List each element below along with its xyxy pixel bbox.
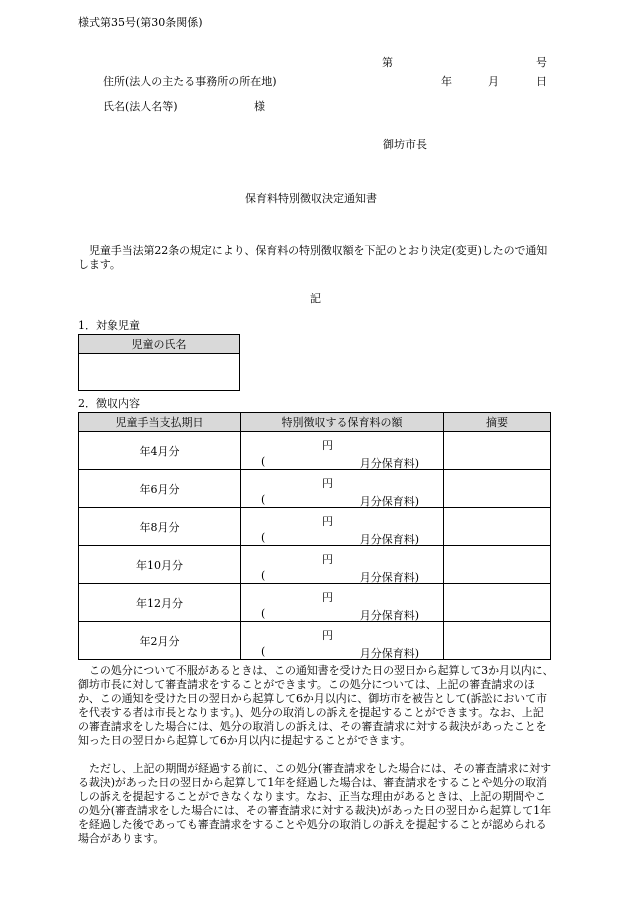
month-note: 月分保育料) (359, 571, 419, 584)
remarks-cell (444, 546, 551, 584)
doc-number-suffix: 号 (536, 56, 547, 69)
paren-open: ( (261, 645, 266, 658)
yen-unit: 円 (322, 515, 333, 528)
period-cell: 年4月分 (79, 432, 241, 470)
period-cell: 年2月分 (79, 622, 241, 660)
table-row (79, 508, 551, 546)
issuer: 御坊市長 (383, 138, 427, 151)
period-cell: 年12月分 (79, 584, 241, 622)
intro-paragraph: 児童手当法第22条の規定により、保育料の特別徴収額を下記のとおり決定(変更)したので通知します。 (78, 244, 548, 271)
form-number: 様式第35号(第30条関係) (78, 16, 203, 29)
child-name-header: 児童の氏名 (79, 335, 240, 354)
paren-open: ( (261, 569, 266, 582)
date-month: 月 (488, 75, 499, 88)
name-label: 氏名(法人名等) (103, 100, 178, 113)
table-row (79, 432, 551, 470)
yen-unit: 円 (322, 439, 333, 452)
amount-cell (241, 508, 444, 546)
month-note: 月分保育料) (359, 647, 419, 660)
address-label: 住所(法人の主たる事務所の所在地) (103, 75, 277, 88)
ki-marker: 記 (310, 292, 321, 305)
remarks-header: 摘要 (444, 413, 551, 432)
remarks-cell (444, 432, 551, 470)
table-row (79, 584, 551, 622)
honorific: 様 (254, 100, 265, 113)
yen-unit: 円 (322, 553, 333, 566)
payment-date-header: 児童手当支払期日 (79, 413, 241, 432)
amount-cell (241, 432, 444, 470)
date-year: 年 (441, 75, 452, 88)
remarks-cell (444, 622, 551, 660)
notice-paragraph-2: ただし、上記の期間が経過する前に、この処分(審査請求をした場合には、その審査請求に対する裁決)があった日の翌日から起算して1年を経過した場合は、審査請求をすることや処分の取消しの訴えを提起することができなくなります。なお、正当な理由があるときは、上記の期間やこの処分(審査請求をした場合には、その審査請求に対する裁決)があった日の翌日から起算して1年を経過した後であっても審査請求をすることや処分の取消しの訴えを提起することが認められる場合があります。 (78, 762, 551, 845)
period-cell: 年8月分 (79, 508, 241, 546)
paren-open: ( (261, 493, 266, 506)
remarks-cell (444, 470, 551, 508)
doc-number-prefix: 第 (382, 56, 393, 69)
month-note: 月分保育料) (359, 533, 419, 546)
table-row (79, 546, 551, 584)
table-row (79, 622, 551, 660)
period-cell: 年6月分 (79, 470, 241, 508)
collection-table (78, 412, 551, 660)
section1-heading: 1．対象児童 (78, 319, 140, 332)
amount-header: 特別徴収する保育料の額 (241, 413, 444, 432)
yen-unit: 円 (322, 591, 333, 604)
amount-cell (241, 584, 444, 622)
table-row (79, 470, 551, 508)
paren-open: ( (261, 607, 266, 620)
paren-open: ( (261, 455, 266, 468)
period-cell: 年10月分 (79, 546, 241, 584)
remarks-cell (444, 508, 551, 546)
notice-paragraph-1: この処分について不服があるときは、この通知書を受けた日の翌日から起算して3か月以内に、御坊市長に対して審査請求をすることができます。この処分については、上記の審査請求のほか、この通知を受けた日の翌日から起算して6か月以内に、御坊市を被告として(訴訟において市を代表する者は市長となります。)、処分の取消しの訴えを提起することができます。なお、上記の審査請求をした場合には、処分の取消しの訴えは、その審査請求に対する裁決があったことを知った日の翌日から起算して6か月以内に提起することができます。 (78, 664, 554, 747)
amount-cell (241, 470, 444, 508)
child-name-cell (79, 354, 240, 391)
month-note: 月分保育料) (359, 457, 419, 470)
section2-heading: 2．徴収内容 (78, 397, 140, 410)
amount-cell (241, 622, 444, 660)
amount-cell (241, 546, 444, 584)
month-note: 月分保育料) (359, 609, 419, 622)
date-day: 日 (536, 75, 547, 88)
yen-unit: 円 (322, 629, 333, 642)
document-title: 保育料特別徴収決定通知書 (245, 192, 377, 205)
yen-unit: 円 (322, 477, 333, 490)
remarks-cell (444, 584, 551, 622)
month-note: 月分保育料) (359, 495, 419, 508)
paren-open: ( (261, 531, 266, 544)
target-child-table (78, 334, 240, 391)
